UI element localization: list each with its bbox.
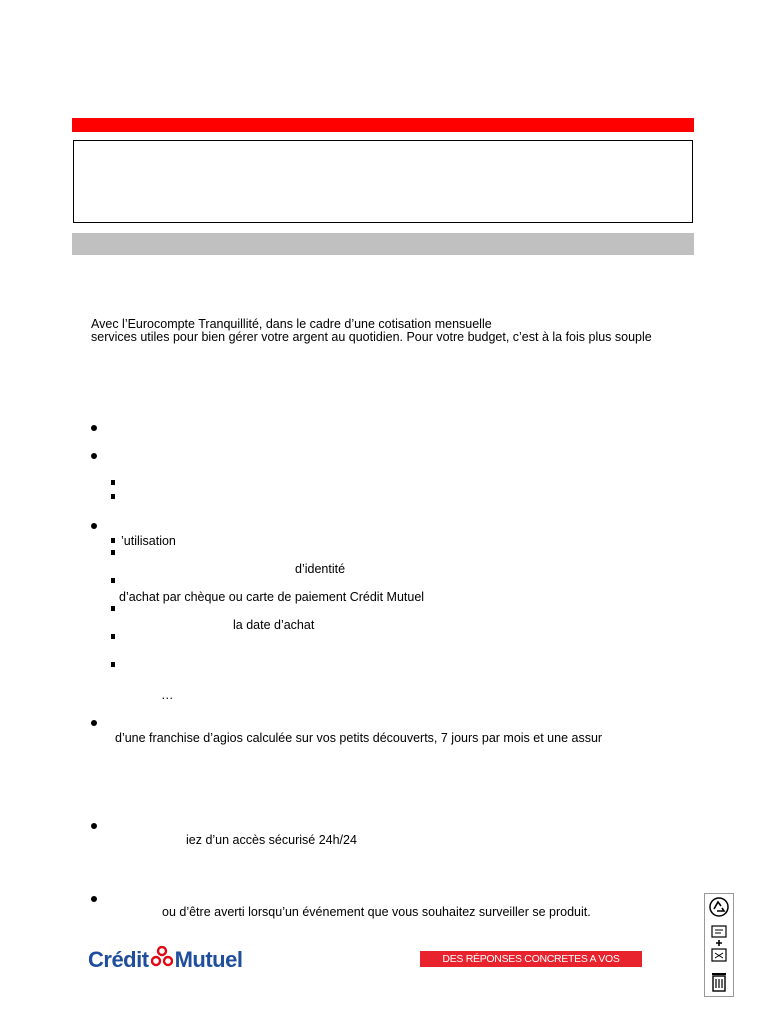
sub-item-date: la date d’achat xyxy=(233,618,315,632)
title-box xyxy=(73,140,693,223)
ellipsis-text: … xyxy=(161,688,174,702)
sub-item-achat: d’achat par chèque ou carte de paiement Crédit Mutuel xyxy=(119,590,425,604)
sub-bullet xyxy=(111,480,115,485)
intro-line-1: Avec l’Eurocompte Tranquillité, dans le cadre d’une cotisation mensuelle xyxy=(91,317,492,331)
sub-bullet xyxy=(111,538,115,543)
list-bullet xyxy=(91,823,97,829)
recycle-icon xyxy=(708,896,730,923)
sub-bullet xyxy=(111,606,115,611)
sub-bullet xyxy=(111,494,115,499)
sub-item-identite: d’identité xyxy=(295,562,346,576)
list-bullet xyxy=(91,425,97,431)
paper-icon xyxy=(710,924,728,969)
brand-right: Mutuel xyxy=(174,947,243,972)
sub-bullet xyxy=(111,578,115,583)
averti-text: ou d’être averti lorsqu’un événement que vous souhaitez surveiller se produit. xyxy=(162,905,591,919)
list-bullet xyxy=(91,453,97,459)
bin-icon xyxy=(711,970,727,997)
credit-mutuel-mark-icon xyxy=(151,946,173,974)
sub-item-utilisation: ’utilisation xyxy=(121,534,176,548)
section-grey-bar xyxy=(72,233,694,255)
list-bullet xyxy=(91,896,97,902)
credit-mutuel-logo xyxy=(88,946,242,974)
acces-text: iez d’un accès sécurisé 24h/24 xyxy=(186,833,357,847)
sub-bullet xyxy=(111,550,115,555)
sub-bullet xyxy=(111,634,115,639)
eco-side-panel xyxy=(704,893,734,997)
header-red-bar xyxy=(72,118,694,132)
intro-line-2: services utiles pour bien gérer votre argent au quotidien. Pour votre budget, c’est à la fois plus souple xyxy=(91,330,652,344)
slogan-banner xyxy=(420,951,642,981)
list-bullet xyxy=(91,523,97,529)
slogan-text: DES RÉPONSES CONCRETES A VOS QUESTIONS xyxy=(442,953,620,981)
brand-left: Crédit xyxy=(88,947,149,972)
franchise-text: d’une franchise d’agios calculée sur vos petits découverts, 7 jours par mois et une assur xyxy=(115,731,603,745)
sub-bullet xyxy=(111,662,115,667)
list-bullet xyxy=(91,720,97,726)
